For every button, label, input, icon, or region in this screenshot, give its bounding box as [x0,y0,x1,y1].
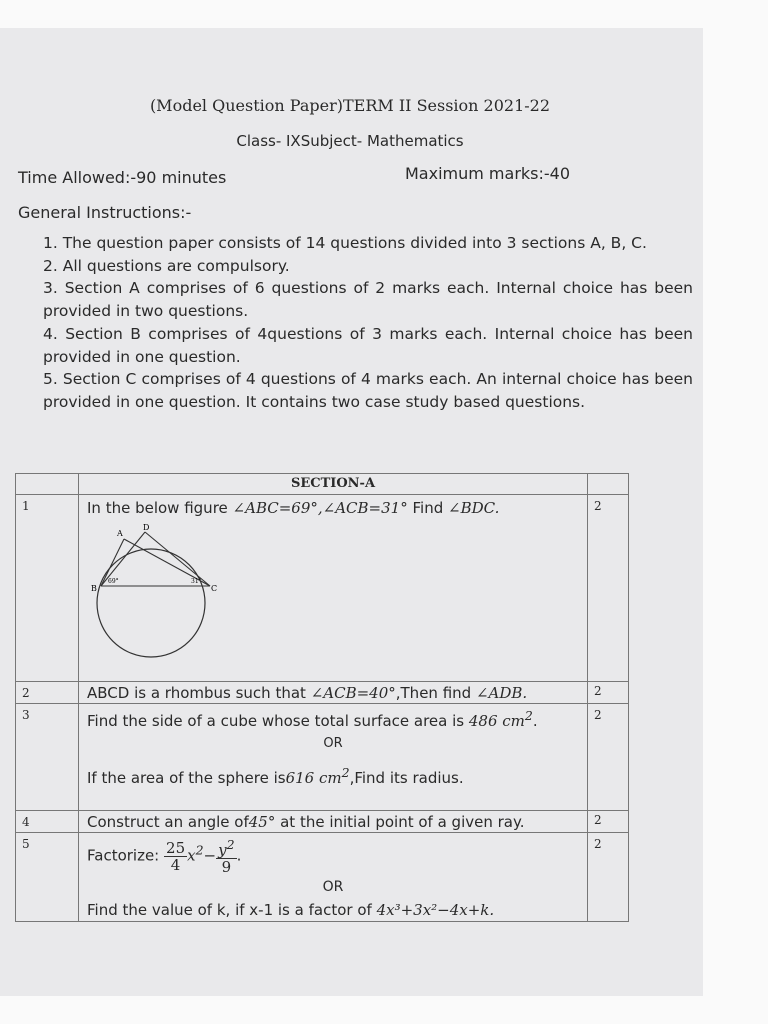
question-number: 3 [16,704,79,811]
question-text: In the below figure ∠ABC=69°,∠ACB=31° Find ∠BDC. A D B C 69° 31° [79,495,588,682]
or-divider: OR [323,736,343,751]
question-row [16,682,629,704]
angle-c-label: 31° [191,578,202,585]
question-row [16,833,629,922]
fraction: $\frac{y^2}{9}$ [218,837,235,876]
question-row [16,811,629,833]
question-row [16,704,629,811]
question-marks: 2 [588,495,629,682]
label-a: A [117,529,123,538]
instructions-list [43,232,693,414]
question-marks: 2 [588,704,629,811]
instruction-item: 1. The question paper consists of 14 questions divided into 3 sections A, B, C. [43,234,647,252]
circle [97,549,205,657]
label-c: C [211,584,217,593]
question-number: 2 [16,682,79,704]
question-number: 4 [16,811,79,833]
instruction-item: 2. All questions are compulsory. [43,256,290,275]
question-row [16,495,629,682]
circle-figure [87,523,217,663]
general-instructions-heading: General Instructions:- [18,203,192,222]
question-paper [0,28,703,996]
section-header-row [16,474,629,495]
or-divider: OR [322,879,344,895]
question-marks: 2 [588,811,629,833]
paper-title: (Model Question Paper)TERM II Session 2021-22 [149,96,551,115]
section-title: SECTION-A [79,474,588,495]
question-marks: 2 [588,833,629,922]
question-number: 1 [16,495,79,682]
maximum-marks: Maximum marks:-40 [405,164,571,183]
instruction-item: 4. Section B comprises of 4questions of 3 marks each. Internal choice has been provided in one question. [43,324,693,366]
fraction: $\frac{25}{4}$ [166,838,186,874]
question-text: Construct an angle of45° at the initial point of a given ray. [79,811,588,833]
instruction-item: 5. Section C comprises of 4 questions of 4 marks each. An internal choice has been provided in one question. It contains two case study based questions. [43,370,693,411]
class-subject: Class- IXSubject- Mathematics [236,132,464,150]
question-text: ABCD is a rhombus such that ∠ACB=40°,Then find ∠ADB. [79,682,588,704]
question-text: Find the side of a cube whose total surface area is 486 $cm^2$. OR If the area of the sphere is616 $cm^2,Find$ its radius. [79,704,588,811]
label-b: B [91,584,97,593]
question-text: Factorize: $\frac{25}{4}$ $x^2-$ $\frac{y^2}{9}$ . OR Find the value of k, if x-1 is a factor of 4x³+3x²−4x+k. [79,833,588,922]
questions-table [15,473,629,922]
instruction-item: 3. Section A comprises of 6 questions of 2 marks each. Internal choice has been provided in two questions. [43,279,693,321]
question-marks: 2 [588,682,629,704]
label-d: D [143,523,150,532]
question-number: 5 [16,833,79,922]
time-allowed: Time Allowed:-90 minutes [18,168,227,187]
angle-b-label: 69° [108,578,119,585]
